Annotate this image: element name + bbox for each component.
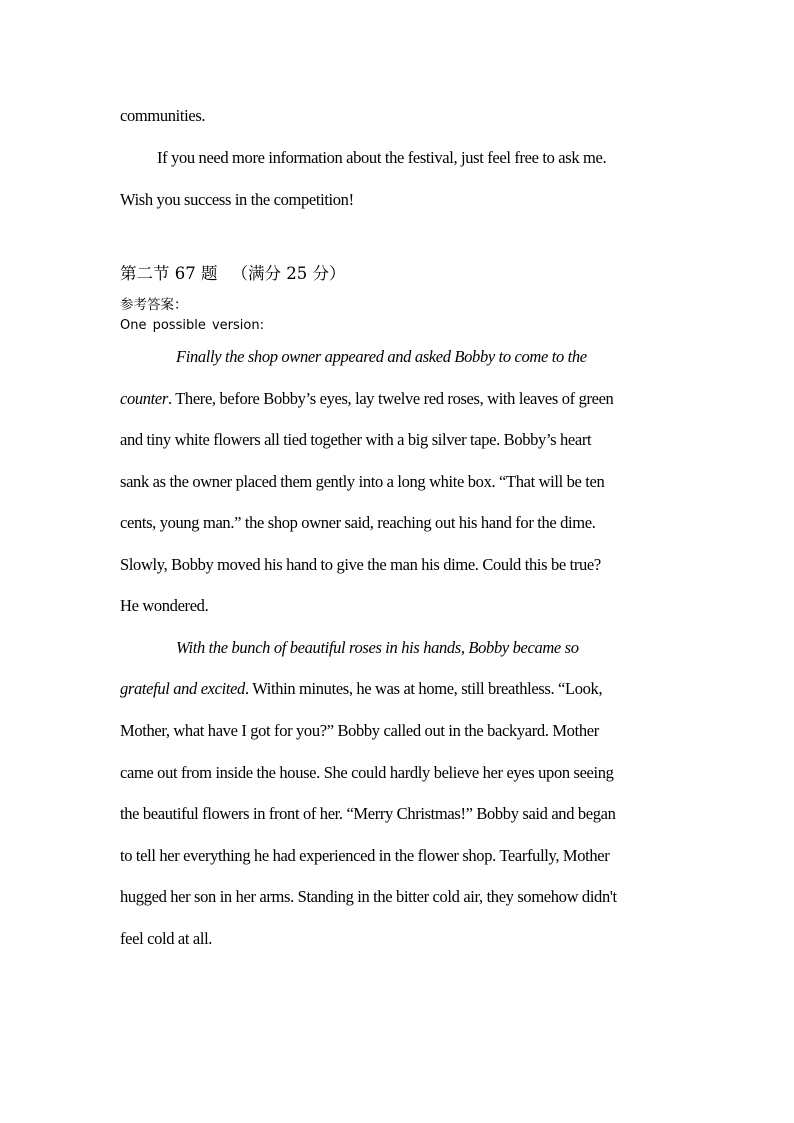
- story-line: came out from inside the house. She could hardly believe her eyes upon seeing: [120, 763, 614, 782]
- story-line: He wondered.: [120, 596, 209, 615]
- story-given-text: counter: [120, 389, 168, 408]
- story-line: the beautiful flowers in front of her. “Merry Christmas!” Bobby said and began: [120, 804, 616, 823]
- story-text: . There, before Bobby’s eyes, lay twelve red roses, with leaves of green: [167, 389, 614, 408]
- section-score: （满分 25 分）: [231, 264, 346, 283]
- story-line: feel cold at all.: [120, 929, 213, 948]
- letter-closing-line: communities.: [120, 106, 206, 125]
- letter-closing-line: If you need more information about the festival, just feel free to ask me.: [157, 148, 607, 167]
- story-given-text: grateful and excited: [120, 679, 245, 698]
- story-text: . Within minutes, he was at home, still breathless. “Look,: [244, 679, 603, 698]
- story-line: [120, 389, 680, 409]
- version-label: One possible version:: [120, 318, 264, 333]
- story-line: and tiny white flowers all tied together with a big silver tape. Bobby’s heart: [120, 430, 592, 449]
- letter-closing-line: Wish you success in the competition!: [120, 190, 354, 209]
- story-line: sank as the owner placed them gently into a long white box. “That will be ten: [120, 472, 605, 491]
- section-title: 第二节 67 题: [120, 264, 218, 283]
- story-line: cents, young man.” the shop owner said, reaching out his hand for the dime.: [120, 513, 596, 532]
- story-line-given-opening: With the bunch of beautiful roses in his hands, Bobby became so: [176, 638, 579, 657]
- story-line: [120, 679, 680, 699]
- answer-label: 参考答案：: [120, 297, 188, 313]
- story-line: hugged her son in her arms. Standing in the bitter cold air, they somehow didn't: [120, 887, 617, 906]
- story-line: to tell her everything he had experienced in the flower shop. Tearfully, Mother: [120, 846, 610, 865]
- story-line: Slowly, Bobby moved his hand to give the man his dime. Could this be true?: [120, 555, 601, 574]
- story-line: Mother, what have I got for you?” Bobby called out in the backyard. Mother: [120, 721, 599, 740]
- story-line-given-opening: Finally the shop owner appeared and asked Bobby to come to the: [176, 347, 587, 366]
- section-heading: [120, 264, 346, 284]
